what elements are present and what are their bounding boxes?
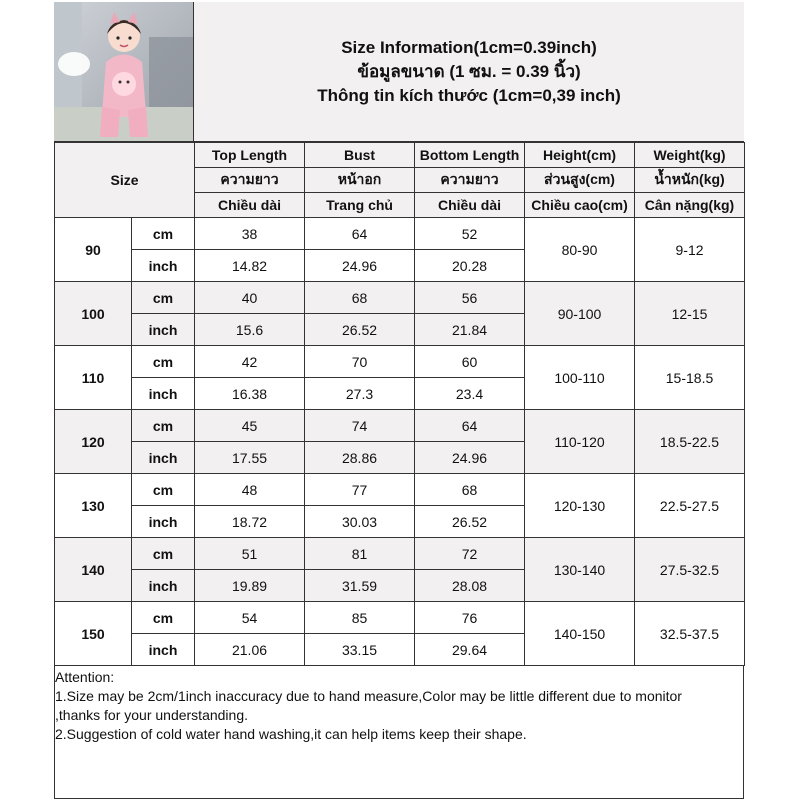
table-row — [55, 282, 745, 314]
col-header-height-thai: ส่วนสูง(cm) — [525, 168, 635, 193]
weight-range: 27.5-32.5 — [635, 538, 745, 602]
size-value: 130 — [55, 474, 132, 538]
bottom-length-cm: 76 — [415, 602, 525, 634]
top-length-inch: 14.82 — [195, 250, 305, 282]
top-length-cm: 48 — [195, 474, 305, 506]
size-value: 140 — [55, 538, 132, 602]
unit-inch: inch — [132, 314, 195, 346]
bust-inch: 31.59 — [305, 570, 415, 602]
col-header-weight: Weight(kg) — [635, 143, 745, 168]
top-length-inch: 21.06 — [195, 634, 305, 666]
size-value: 150 — [55, 602, 132, 666]
product-photo — [54, 2, 194, 142]
top-length-cm: 54 — [195, 602, 305, 634]
unit-inch: inch — [132, 570, 195, 602]
attention-notes — [55, 668, 741, 744]
bust-cm: 77 — [305, 474, 415, 506]
height-range: 110-120 — [525, 410, 635, 474]
unit-cm: cm — [132, 474, 195, 506]
height-range: 90-100 — [525, 282, 635, 346]
height-range: 130-140 — [525, 538, 635, 602]
bust-inch: 28.86 — [305, 442, 415, 474]
col-header-top-length-thai: ความยาว — [195, 168, 305, 193]
unit-inch: inch — [132, 634, 195, 666]
notes-title: Attention: — [55, 669, 115, 685]
weight-range: 18.5-22.5 — [635, 410, 745, 474]
table-row — [55, 538, 745, 570]
table-row — [55, 218, 745, 250]
size-value: 90 — [55, 218, 132, 282]
col-header-top-length: Top Length — [195, 143, 305, 168]
weight-range: 32.5-37.5 — [635, 602, 745, 666]
size-column-title: Size — [55, 143, 195, 218]
bottom-length-cm: 68 — [415, 474, 525, 506]
col-header-bust: Bust — [305, 143, 415, 168]
col-header-top-length-vi: Chiều dài — [195, 193, 305, 218]
table-row — [55, 474, 745, 506]
col-header-bust-vi: Trang chủ — [305, 193, 415, 218]
bottom-length-inch: 21.84 — [415, 314, 525, 346]
top-length-cm: 45 — [195, 410, 305, 442]
bottom-length-cm: 56 — [415, 282, 525, 314]
col-header-height: Height(cm) — [525, 143, 635, 168]
bust-cm: 74 — [305, 410, 415, 442]
unit-inch: inch — [132, 250, 195, 282]
size-value: 120 — [55, 410, 132, 474]
unit-cm: cm — [132, 346, 195, 378]
bust-inch: 27.3 — [305, 378, 415, 410]
unit-inch: inch — [132, 506, 195, 538]
bottom-length-cm: 52 — [415, 218, 525, 250]
weight-range: 12-15 — [635, 282, 745, 346]
bust-inch: 26.52 — [305, 314, 415, 346]
top-length-inch: 15.6 — [195, 314, 305, 346]
bust-cm: 68 — [305, 282, 415, 314]
bust-inch: 24.96 — [305, 250, 415, 282]
unit-inch: inch — [132, 442, 195, 474]
unit-cm: cm — [132, 602, 195, 634]
table-row — [55, 602, 745, 634]
bottom-length-inch: 20.28 — [415, 250, 525, 282]
header-title-vietnamese: Thông tin kích thước (1cm=0,39 inch) — [317, 85, 621, 105]
header-title-thai: ข้อมูลขนาด (1 ซม. = 0.39 นิ้ว) — [357, 61, 581, 81]
header-row-english — [55, 143, 745, 168]
weight-range: 22.5-27.5 — [635, 474, 745, 538]
unit-cm: cm — [132, 410, 195, 442]
col-header-weight-vi: Cân nặng(kg) — [635, 193, 745, 218]
bust-inch: 33.15 — [305, 634, 415, 666]
top-length-inch: 19.89 — [195, 570, 305, 602]
size-table — [54, 142, 745, 666]
weight-range: 9-12 — [635, 218, 745, 282]
col-header-bust-thai: หน้าอก — [305, 168, 415, 193]
top-length-cm: 40 — [195, 282, 305, 314]
unit-cm: cm — [132, 538, 195, 570]
height-range: 100-110 — [525, 346, 635, 410]
col-header-bottom-length-thai: ความยาว — [415, 168, 525, 193]
top-length-cm: 51 — [195, 538, 305, 570]
height-range: 140-150 — [525, 602, 635, 666]
bottom-length-cm: 64 — [415, 410, 525, 442]
bottom-length-inch: 29.64 — [415, 634, 525, 666]
unit-cm: cm — [132, 218, 195, 250]
bottom-length-inch: 23.4 — [415, 378, 525, 410]
height-range: 80-90 — [525, 218, 635, 282]
bottom-length-inch: 24.96 — [415, 442, 525, 474]
col-header-bottom-length: Bottom Length — [415, 143, 525, 168]
col-header-weight-thai: น้ำหนัก(kg) — [635, 168, 745, 193]
col-header-height-vi: Chiều cao(cm) — [525, 193, 635, 218]
bottom-length-cm: 60 — [415, 346, 525, 378]
size-information-header — [194, 2, 744, 142]
size-value: 110 — [55, 346, 132, 410]
bottom-length-cm: 72 — [415, 538, 525, 570]
bust-cm: 64 — [305, 218, 415, 250]
bust-cm: 70 — [305, 346, 415, 378]
size-value: 100 — [55, 282, 132, 346]
bust-inch: 30.03 — [305, 506, 415, 538]
child-in-pink-cat-pajamas-photo — [54, 2, 194, 142]
top-length-cm: 38 — [195, 218, 305, 250]
bust-cm: 85 — [305, 602, 415, 634]
weight-range: 15-18.5 — [635, 346, 745, 410]
notes-line-1: 1.Size may be 2cm/1inch inaccuracy due to hand measure,Color may be little different due to monitor — [55, 688, 682, 704]
unit-cm: cm — [132, 282, 195, 314]
table-row — [55, 346, 745, 378]
bottom-length-inch: 26.52 — [415, 506, 525, 538]
bust-cm: 81 — [305, 538, 415, 570]
bottom-length-inch: 28.08 — [415, 570, 525, 602]
top-length-cm: 42 — [195, 346, 305, 378]
height-range: 120-130 — [525, 474, 635, 538]
top-length-inch: 17.55 — [195, 442, 305, 474]
unit-inch: inch — [132, 378, 195, 410]
header-title-english: Size Information(1cm=0.39inch) — [341, 37, 597, 57]
top-length-inch: 18.72 — [195, 506, 305, 538]
notes-line-2: ,thanks for your understanding. — [55, 707, 249, 723]
table-row — [55, 410, 745, 442]
col-header-bottom-length-vi: Chiều dài — [415, 193, 525, 218]
notes-line-3: 2.Suggestion of cold water hand washing,it can help items keep their shape. — [55, 726, 527, 742]
top-length-inch: 16.38 — [195, 378, 305, 410]
